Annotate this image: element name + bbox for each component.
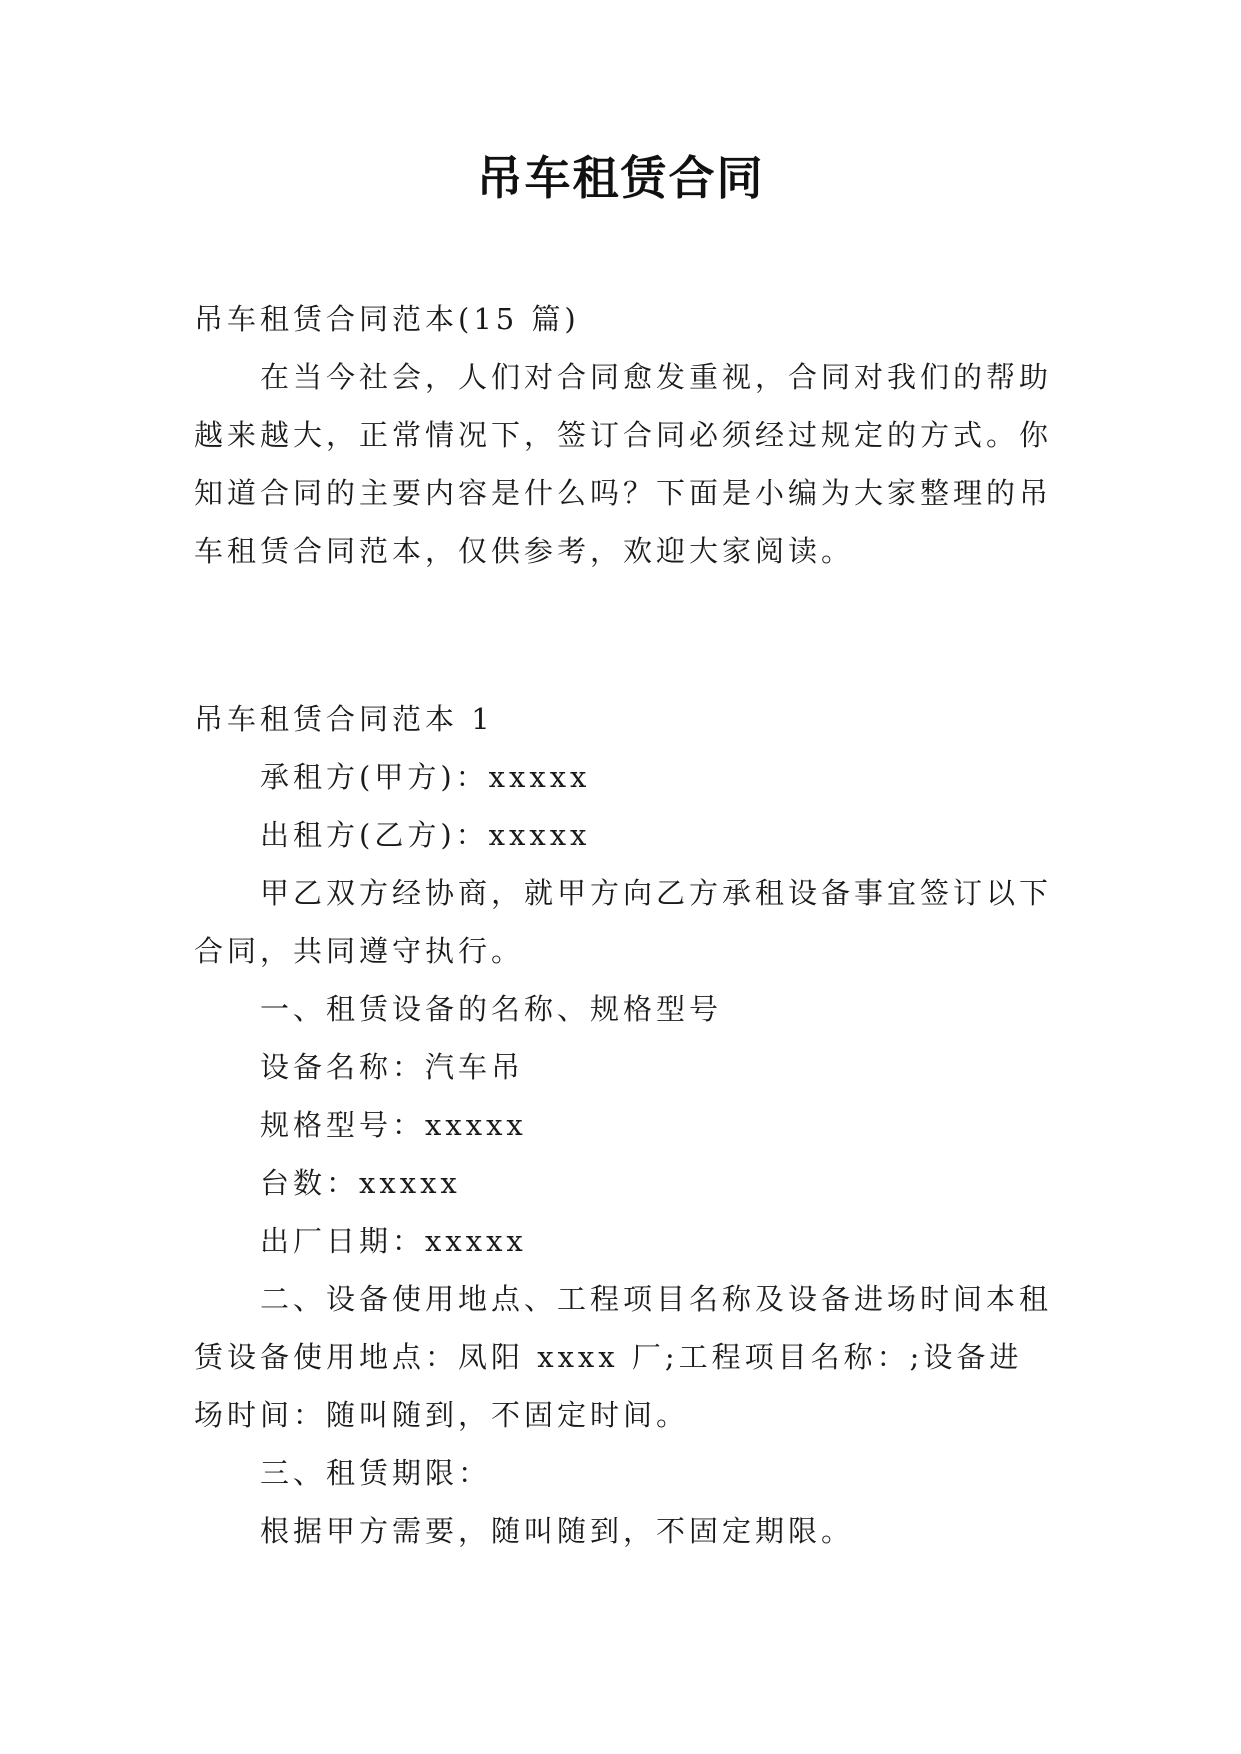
contract-sample-1 — [194, 690, 1052, 1560]
intro-paragraph: 在当今社会，人们对合同愈发重视，合同对我们的帮助越来越大，正常情况下，签订合同必须经过规定的方式。你知道合同的主要内容是什么吗？下面是小编为大家整理的吊车租赁合同范本，仅供参考，欢迎大家阅读。 — [194, 360, 1053, 568]
lessor-line: 出租方(乙方)：xxxxx — [260, 818, 591, 852]
section-3-body: 根据甲方需要，随叫随到，不固定期限。 — [260, 1514, 855, 1548]
intro-heading: 吊车租赁合同范本(15 篇) — [194, 302, 580, 336]
agreement-paragraph: 甲乙双方经协商，就甲方向乙方承租设备事宜签订以下合同，共同遵守执行。 — [194, 876, 1053, 968]
model-line: 规格型号：xxxxx — [260, 1108, 527, 1142]
intro-section — [194, 290, 1052, 580]
section-1-title: 一、租赁设备的名称、规格型号 — [260, 992, 723, 1026]
section-3-title: 三、租赁期限： — [260, 1456, 492, 1490]
section-2-paragraph: 二、设备使用地点、工程项目名称及设备进场时间本租赁设备使用地点：凤阳 xxxx 厂;工程项目名称：;设备进场时间：随叫随到，不固定时间。 — [194, 1282, 1053, 1432]
equipment-name-line: 设备名称：汽车吊 — [260, 1050, 525, 1084]
sample-heading: 吊车租赁合同范本 1 — [194, 702, 494, 736]
quantity-line: 台数：xxxxx — [260, 1166, 461, 1200]
document-title: 吊车租赁合同 — [476, 151, 765, 205]
manufacture-date-line: 出厂日期：xxxxx — [260, 1224, 527, 1258]
lessee-line: 承租方(甲方)：xxxxx — [260, 760, 591, 794]
